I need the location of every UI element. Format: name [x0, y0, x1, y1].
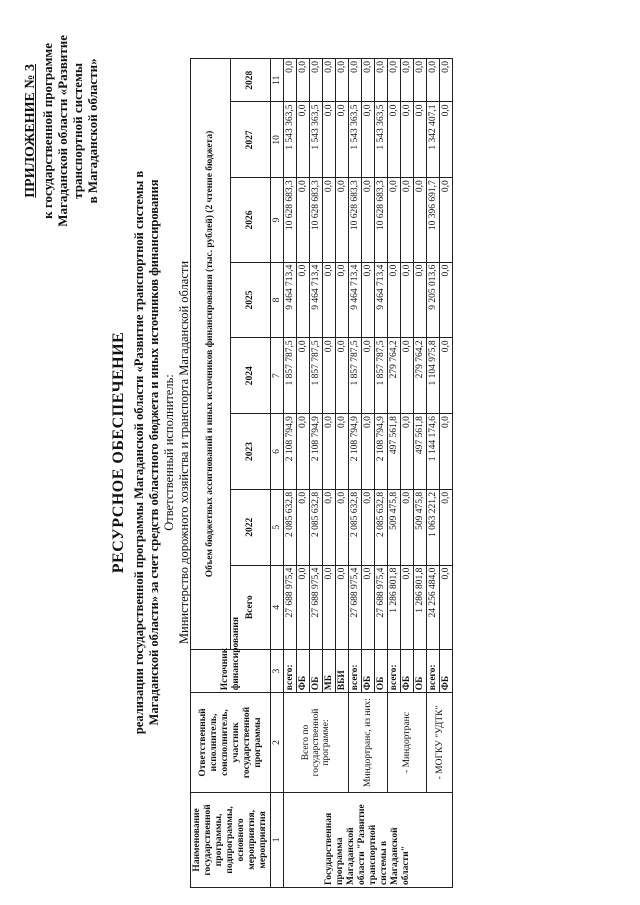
- amount-cell: 1 104 975,8: [427, 338, 440, 414]
- amount-cell: 9 464 713,4: [349, 262, 362, 338]
- header-volume: Объем бюджетных ассигнований и иных источников финансирования (тыс. рублей) (2 чтение бюджета): [191, 59, 231, 650]
- amount-cell: 1 857 787,5: [375, 338, 388, 414]
- source-cell: всего:: [349, 649, 362, 692]
- executor-label: Ответственный исполнитель:: [162, 374, 176, 531]
- title-line-2: Магаданской области» за счет средств областного бюджета и иных источников финансирования: [147, 179, 161, 726]
- executor-cell: Миндортранс, из них:: [349, 693, 388, 793]
- amount-cell: 0,0: [362, 338, 375, 414]
- header-year: 2024: [231, 338, 271, 414]
- column-number: 3: [271, 649, 284, 692]
- amount-cell: 0,0: [297, 262, 310, 338]
- appendix-line: транспортной системы: [70, 62, 85, 199]
- document-title: РЕСУРСНОЕ ОБЕСПЕЧЕНИЕ: [110, 331, 127, 574]
- amount-cell: 9 205 013,6: [427, 262, 440, 338]
- source-cell: ФБ: [297, 649, 310, 692]
- amount-cell: 0,0: [401, 59, 414, 103]
- title-block: [110, 15, 192, 890]
- amount-cell: 0,0: [297, 414, 310, 490]
- table-row: [349, 59, 362, 888]
- amount-cell: 0,0: [362, 102, 375, 178]
- amount-cell: 0,0: [375, 59, 388, 103]
- amount-cell: 0,0: [336, 178, 349, 262]
- column-number: 11: [271, 59, 284, 103]
- amount-cell: 0,0: [414, 178, 427, 262]
- amount-cell: 0,0: [297, 565, 310, 649]
- amount-cell: 1 857 787,5: [349, 338, 362, 414]
- source-cell: всего:: [284, 649, 297, 692]
- amount-cell: 1 543 363,5: [375, 102, 388, 178]
- amount-cell: 10 628 683,3: [375, 178, 388, 262]
- title-line-1: реализации государственной программы Магаданской области «Развитие транспортной системы в: [132, 170, 146, 735]
- amount-cell: 0,0: [336, 59, 349, 103]
- amount-cell: 0,0: [362, 414, 375, 490]
- amount-cell: 0,0: [297, 102, 310, 178]
- source-cell: ОБ: [375, 649, 388, 692]
- amount-cell: 0,0: [297, 178, 310, 262]
- amount-cell: 0,0: [336, 102, 349, 178]
- amount-cell: 0,0: [336, 414, 349, 490]
- amount-cell: 0,0: [336, 338, 349, 414]
- source-cell: ВБИ: [336, 649, 349, 692]
- amount-cell: 0,0: [323, 338, 336, 414]
- amount-cell: 0,0: [362, 262, 375, 338]
- executor-name: Министерство дорожного хозяйства и транспорта Магаданской области: [177, 260, 191, 645]
- amount-cell: 27 688 975,4: [284, 565, 297, 649]
- table-body: [271, 59, 453, 888]
- column-number: 2: [271, 693, 284, 793]
- amount-cell: 0,0: [349, 59, 362, 103]
- amount-cell: 2 085 632,8: [310, 489, 323, 565]
- amount-cell: 2 085 632,8: [375, 489, 388, 565]
- header-year: 2022: [231, 489, 271, 565]
- amount-cell: 1 063 221,2: [427, 489, 440, 565]
- amount-cell: 10 628 683,3: [349, 178, 362, 262]
- source-cell: всего:: [427, 649, 440, 692]
- amount-cell: 0,0: [401, 102, 414, 178]
- appendix-heading: ПРИЛОЖЕНИЕ № 3: [23, 64, 38, 198]
- executor-cell: Всего по государственной программе:: [284, 693, 349, 793]
- amount-cell: 0,0: [401, 414, 414, 490]
- amount-cell: 0,0: [440, 565, 453, 649]
- amount-cell: 9 464 713,4: [375, 262, 388, 338]
- amount-cell: 2 085 632,8: [284, 489, 297, 565]
- amount-cell: 2 108 794,9: [375, 414, 388, 490]
- amount-cell: 0,0: [323, 59, 336, 103]
- column-number: 1: [271, 792, 284, 887]
- amount-cell: 1 342 407,1: [427, 102, 440, 178]
- amount-cell: 0,0: [401, 489, 414, 565]
- appendix-line: к государственной программе: [40, 42, 55, 219]
- source-cell: всего:: [388, 649, 401, 692]
- amount-cell: 2 085 632,8: [349, 489, 362, 565]
- amount-cell: 1 144 174,6: [427, 414, 440, 490]
- amount-cell: 0,0: [440, 489, 453, 565]
- amount-cell: 24 256 484,0: [427, 565, 440, 649]
- header-executor: Ответственный исполнитель, соисполнитель, участник государственной программы: [191, 693, 271, 793]
- header-source: Источник финансирования: [191, 649, 271, 692]
- amount-cell: 0,0: [323, 414, 336, 490]
- table-row: [284, 59, 297, 888]
- amount-cell: 0,0: [388, 262, 401, 338]
- table-row: [388, 59, 401, 888]
- column-number: 6: [271, 414, 284, 490]
- amount-cell: 27 688 975,4: [310, 565, 323, 649]
- amount-cell: 509 475,8: [414, 489, 427, 565]
- amount-cell: 0,0: [440, 414, 453, 490]
- amount-cell: 0,0: [440, 59, 453, 103]
- amount-cell: 0,0: [362, 489, 375, 565]
- header-year: 2023: [231, 414, 271, 490]
- header-total: Всего: [231, 565, 271, 649]
- amount-cell: 0,0: [440, 102, 453, 178]
- amount-cell: 279 764,2: [388, 338, 401, 414]
- column-number: 8: [271, 262, 284, 338]
- amount-cell: 2 108 794,9: [310, 414, 323, 490]
- amount-cell: 0,0: [323, 262, 336, 338]
- column-number: 7: [271, 338, 284, 414]
- amount-cell: 0,0: [401, 262, 414, 338]
- executor-cell: - Миндортранс: [388, 693, 427, 793]
- amount-cell: 0,0: [323, 565, 336, 649]
- header-year: 2025: [231, 262, 271, 338]
- amount-cell: 0,0: [414, 262, 427, 338]
- amount-cell: 0,0: [440, 262, 453, 338]
- column-number: 10: [271, 102, 284, 178]
- amount-cell: 509 475,8: [388, 489, 401, 565]
- resource-table: [190, 58, 453, 888]
- header-year: 2027: [231, 102, 271, 178]
- amount-cell: 1 543 363,5: [349, 102, 362, 178]
- amount-cell: 0,0: [323, 102, 336, 178]
- amount-cell: 27 688 975,4: [375, 565, 388, 649]
- table-row: [427, 59, 440, 888]
- column-number: 9: [271, 178, 284, 262]
- source-cell: ОБ: [414, 649, 427, 692]
- rotated-sheet: [15, 15, 625, 890]
- amount-cell: 0,0: [388, 59, 401, 103]
- header-year: 2026: [231, 178, 271, 262]
- appendix-line: в Магаданской области»: [85, 58, 100, 204]
- amount-cell: 0,0: [414, 102, 427, 178]
- amount-cell: 1 286 801,8: [414, 565, 427, 649]
- resource-table-wrapper: [190, 58, 453, 888]
- amount-cell: 0,0: [310, 59, 323, 103]
- source-cell: ФБ: [362, 649, 375, 692]
- amount-cell: 0,0: [297, 338, 310, 414]
- amount-cell: 0,0: [388, 178, 401, 262]
- header-program-name: Наименование государственной программы, подпрограммы, основного мероприятия, мероприятия: [191, 792, 271, 887]
- amount-cell: 0,0: [336, 489, 349, 565]
- amount-cell: 1 543 363,5: [310, 102, 323, 178]
- amount-cell: 0,0: [297, 59, 310, 103]
- header-year: 2028: [231, 59, 271, 103]
- amount-cell: 0,0: [336, 262, 349, 338]
- amount-cell: 0,0: [427, 59, 440, 103]
- source-cell: ОБ: [310, 649, 323, 692]
- amount-cell: 0,0: [284, 59, 297, 103]
- amount-cell: 0,0: [323, 178, 336, 262]
- amount-cell: 9 464 713,4: [284, 262, 297, 338]
- amount-cell: 1 543 363,5: [284, 102, 297, 178]
- amount-cell: 0,0: [440, 178, 453, 262]
- executor-cell: - МОГКУ "УДТК": [427, 693, 453, 793]
- amount-cell: 1 286 801,8: [388, 565, 401, 649]
- amount-cell: 0,0: [362, 59, 375, 103]
- column-number-row: [271, 59, 284, 888]
- amount-cell: 27 688 975,4: [349, 565, 362, 649]
- amount-cell: 0,0: [388, 102, 401, 178]
- amount-cell: 10 396 691,7: [427, 178, 440, 262]
- amount-cell: 0,0: [323, 489, 336, 565]
- amount-cell: 1 857 787,5: [284, 338, 297, 414]
- source-cell: ФБ: [401, 649, 414, 692]
- amount-cell: 2 108 794,9: [349, 414, 362, 490]
- amount-cell: 9 464 713,4: [310, 262, 323, 338]
- source-cell: МБ: [323, 649, 336, 692]
- amount-cell: 10 628 683,3: [310, 178, 323, 262]
- amount-cell: 1 857 787,5: [310, 338, 323, 414]
- amount-cell: 10 628 683,3: [284, 178, 297, 262]
- amount-cell: 0,0: [401, 565, 414, 649]
- column-number: 4: [271, 565, 284, 649]
- amount-cell: 0,0: [401, 338, 414, 414]
- amount-cell: 0,0: [297, 489, 310, 565]
- amount-cell: 497 561,8: [388, 414, 401, 490]
- amount-cell: 497 561,8: [414, 414, 427, 490]
- amount-cell: 0,0: [362, 178, 375, 262]
- source-cell: ФБ: [440, 649, 453, 692]
- amount-cell: 279 764,2: [414, 338, 427, 414]
- amount-cell: 0,0: [401, 178, 414, 262]
- program-name-cell: Государственная программа Магаданской области "Развитие транспортной системы в Магаданской области": [284, 792, 453, 887]
- amount-cell: 0,0: [362, 565, 375, 649]
- appendix-line: Магаданской области «Развитие: [55, 35, 70, 227]
- amount-cell: 0,0: [440, 338, 453, 414]
- appendix-block: [23, 35, 100, 227]
- amount-cell: 2 108 794,9: [284, 414, 297, 490]
- amount-cell: 0,0: [336, 565, 349, 649]
- amount-cell: 0,0: [414, 59, 427, 103]
- column-number: 5: [271, 489, 284, 565]
